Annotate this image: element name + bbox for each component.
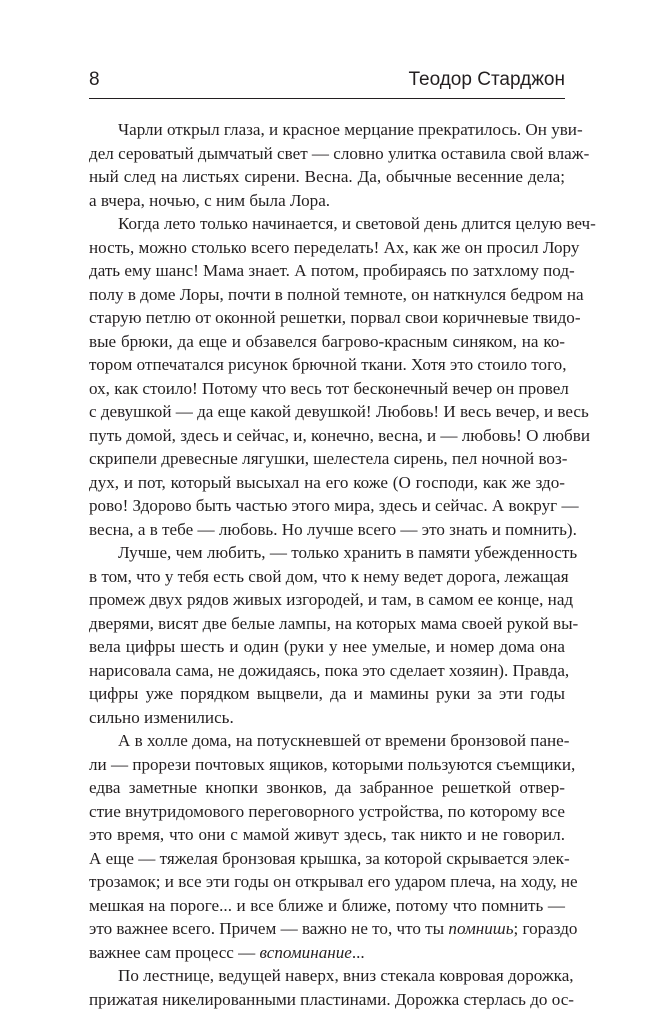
paragraph-3 [89, 541, 565, 729]
text-line: промеж двух рядов живых изгородей, и там, в самом ее конце, над [89, 588, 565, 612]
italic-word: помнишь [448, 919, 513, 938]
text-line: нарисовала сама, не дожидаясь, пока это сделает хозяин). Правда, [89, 659, 565, 683]
text-line: А в холле дома, на потускневшей от времени бронзовой пане- [89, 729, 565, 753]
text-line: скрипели древесные лягушки, шелестела сирень, пел ночной воз- [89, 447, 565, 471]
text-line: рово! Здорово быть частью этого мира, здесь и сейчас. А вокруг — [89, 494, 565, 518]
text-line: сильно изменились. [89, 706, 565, 730]
paragraph-2 [89, 212, 565, 541]
italic-word: вспоминание [260, 943, 352, 962]
text-line: с девушкой — да еще какой девушкой! Любовь! И весь вечер, и весь [89, 400, 565, 424]
text-line: По лестнице, ведущей наверх, вниз стекала ковровая дорожка, [89, 964, 565, 988]
text-line: путь домой, здесь и сейчас, и, конечно, весна, и — любовь! О любви [89, 424, 565, 448]
page-number: 8 [89, 66, 100, 94]
line-segment: ; гораздо [513, 919, 577, 938]
line-segment: важнее сам процесс — [89, 943, 255, 962]
body-text [89, 118, 565, 1011]
text-line: а вчера, ночью, с ним была Лора. [89, 189, 565, 213]
text-line [89, 941, 565, 965]
text-line: полу в доме Лоры, почти в полной темноте, он наткнулся бедром на [89, 283, 565, 307]
text-line: стие внутридомового переговорного устройства, по которому все [89, 800, 565, 824]
text-line: тором отпечатался рисунок брючной ткани. Хотя это стоило того, [89, 353, 565, 377]
header-rule [89, 98, 565, 99]
text-line: в том, что у тебя есть свой дом, что к нему ведет дорога, лежащая [89, 565, 565, 589]
text-line: ох, как стоило! Потому что весь тот бесконечный вечер он провел [89, 377, 565, 401]
text-line: ный след на листьях сирени. Весна. Да, обычные весенние дела; [89, 165, 565, 189]
text-line: дать ему шанс! Мама знает. А потом, пробираясь по затхлому под- [89, 259, 565, 283]
text-line: дел сероватый дымчатый свет — словно улитка оставила свой влаж- [89, 142, 565, 166]
text-line: дух, и пот, который высыхал на его коже (О господи, как же здо- [89, 471, 565, 495]
line-segment: ... [352, 943, 365, 962]
line-segment: это важнее всего. Причем — важно не то, что ты [89, 919, 444, 938]
running-head [89, 66, 565, 94]
text-line: вые брюки, да еще и обзавелся багрово-красным синяком, на ко- [89, 330, 565, 354]
text-line: прижатая никелированными пластинами. Дорожка стерлась до ос- [89, 988, 565, 1011]
text-line: весна, а в тебе — любовь. Но лучше всего — это знать и помнить). [89, 518, 565, 542]
text-line: А еще — тяжелая бронзовая крышка, за которой скрывается элек- [89, 847, 565, 871]
paragraph-4 [89, 729, 565, 964]
text-line: Когда лето только начинается, и световой день длится целую веч- [89, 212, 565, 236]
text-line: вела цифры шесть и один (руки у нее умелые, и номер дома она [89, 635, 565, 659]
paragraph-5 [89, 964, 565, 1011]
text-line: старую петлю от оконной решетки, порвал свои коричневые твидо- [89, 306, 565, 330]
text-line: Лучше, чем любить, — только хранить в памяти убежденность [89, 541, 565, 565]
text-line: дверями, висят две белые лампы, на которых мама своей рукой вы- [89, 612, 565, 636]
paragraph-1 [89, 118, 565, 212]
text-line [89, 917, 565, 941]
text-line: ность, можно столько всего переделать! Ах, как же он просил Лору [89, 236, 565, 260]
text-line: мешкая на пороге... и все ближе и ближе, потому что помнить — [89, 894, 565, 918]
text-line: ли — прорези почтовых ящиков, которыми пользуются съемщики, [89, 753, 565, 777]
text-line: Чарли открыл глаза, и красное мерцание прекратилось. Он уви- [89, 118, 565, 142]
running-title: Теодор Старджон [408, 66, 565, 94]
text-line: едва заметные кнопки звонков, да забранное решеткой отвер- [89, 776, 565, 800]
text-line: цифры уже порядком выцвели, да и мамины руки за эти годы [89, 682, 565, 706]
text-line: это время, что они с мамой живут здесь, так никто и не говорил. [89, 823, 565, 847]
text-line: трозамок; и все эти годы он открывал его ударом плеча, на ходу, не [89, 870, 565, 894]
